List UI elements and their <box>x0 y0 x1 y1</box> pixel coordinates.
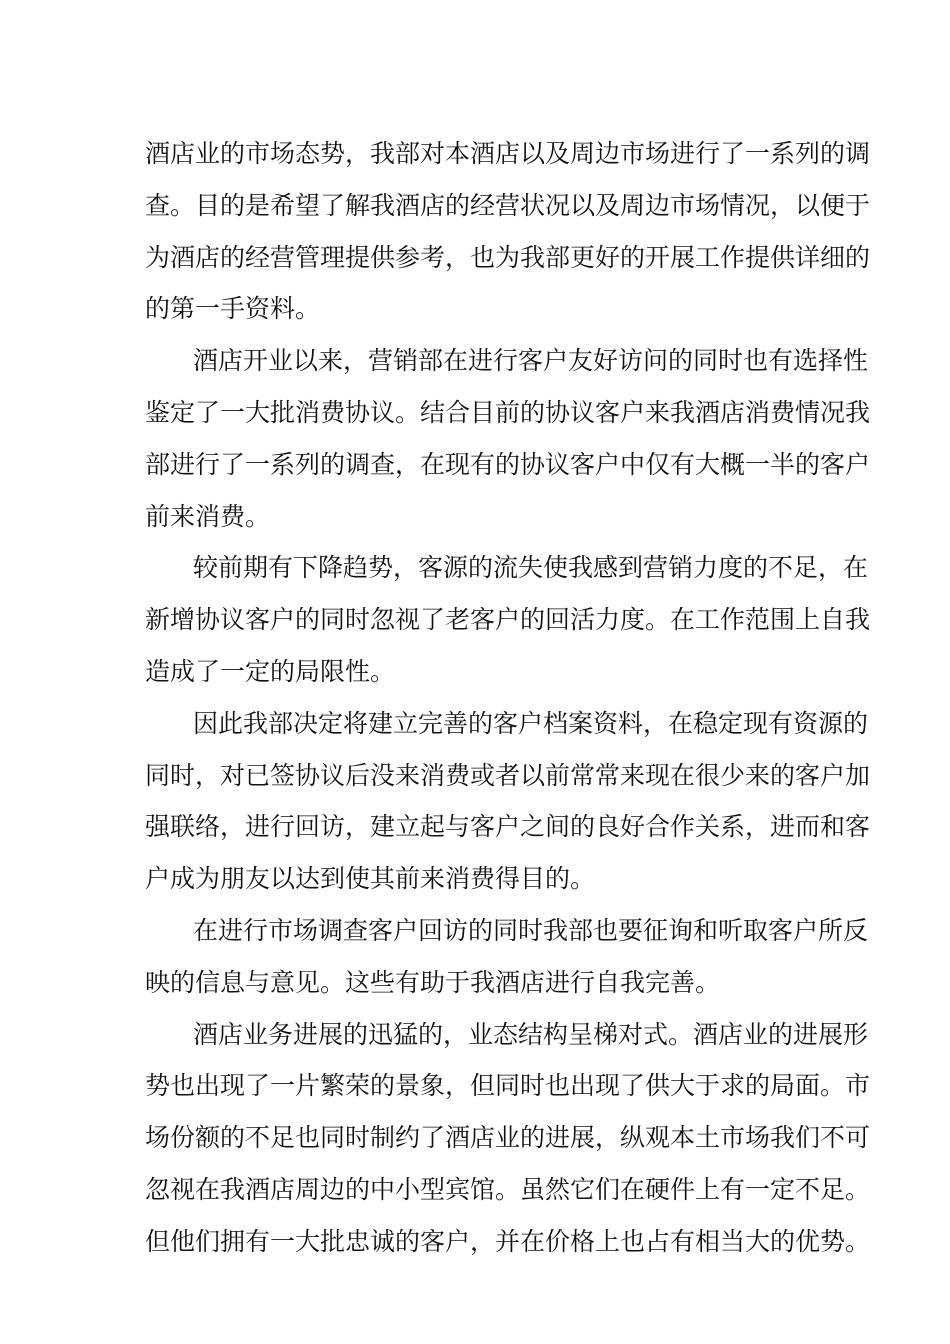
text-line: 查。目的是希望了解我酒店的经营状况以及周边市场情况，以便于 <box>145 190 871 220</box>
text-line: 势也出现了一片繁荣的景象，但同时也出现了供大于求的局面。市 <box>145 1071 871 1101</box>
text-line: 酒店业务进展的迅猛的，业态结构呈梯对式。酒店业的进展形 <box>193 1019 869 1049</box>
text-line: 的第一手资料。 <box>145 294 321 324</box>
text-line: 忽视在我酒店周边的中小型宾馆。虽然它们在硬件上有一定不足。 <box>145 1174 871 1204</box>
text-line: 酒店开业以来，营销部在进行客户友好访问的同时也有选择性 <box>193 346 869 376</box>
text-line: 同时，对已签协议后没来消费或者以前常常来现在很少来的客户加 <box>145 760 871 790</box>
text-line: 在进行市场调查客户回访的同时我部也要征询和听取客户所反 <box>193 915 869 945</box>
text-line: 前来消费。 <box>145 501 271 531</box>
document-body <box>145 128 871 1268</box>
text-line: 造成了一定的局限性。 <box>145 656 396 686</box>
paragraph <box>145 128 871 335</box>
paragraph <box>145 542 871 697</box>
paragraph <box>145 905 869 1009</box>
text-line: 鉴定了一大批消费协议。结合目前的协议客户来我酒店消费情况我 <box>145 397 871 427</box>
text-line: 为酒店的经营管理提供参考，也为我部更好的开展工作提供详细的 <box>145 242 871 272</box>
paragraph <box>145 1009 871 1268</box>
text-line: 强联络，进行回访，建立起与客户之间的良好合作关系，进而和客 <box>145 812 871 842</box>
paragraph <box>145 335 871 542</box>
text-line: 因此我部决定将建立完善的客户档案资料，在稳定现有资源的 <box>193 708 869 738</box>
text-line: 较前期有下降趋势，客源的流失使我感到营销力度的不足，在 <box>193 553 869 583</box>
paragraph <box>145 698 871 905</box>
text-line: 但他们拥有一大批忠诚的客户，并在价格上也占有相当大的优势。 <box>145 1226 871 1256</box>
text-line: 户成为朋友以达到使其前来消费得目的。 <box>145 864 596 894</box>
text-line: 酒店业的市场态势，我部对本酒店以及周边市场进行了一系列的调 <box>145 139 871 168</box>
text-line: 场份额的不足也同时制约了酒店业的进展，纵观本土市场我们不可 <box>145 1123 871 1153</box>
text-line: 新增协议客户的同时忽视了老客户的回活力度。在工作范围上自我 <box>145 605 871 635</box>
text-line: 映的信息与意见。这些有助于我酒店进行自我完善。 <box>145 967 721 997</box>
text-line: 部进行了一系列的调查，在现有的协议客户中仅有大概一半的客户 <box>145 449 871 479</box>
